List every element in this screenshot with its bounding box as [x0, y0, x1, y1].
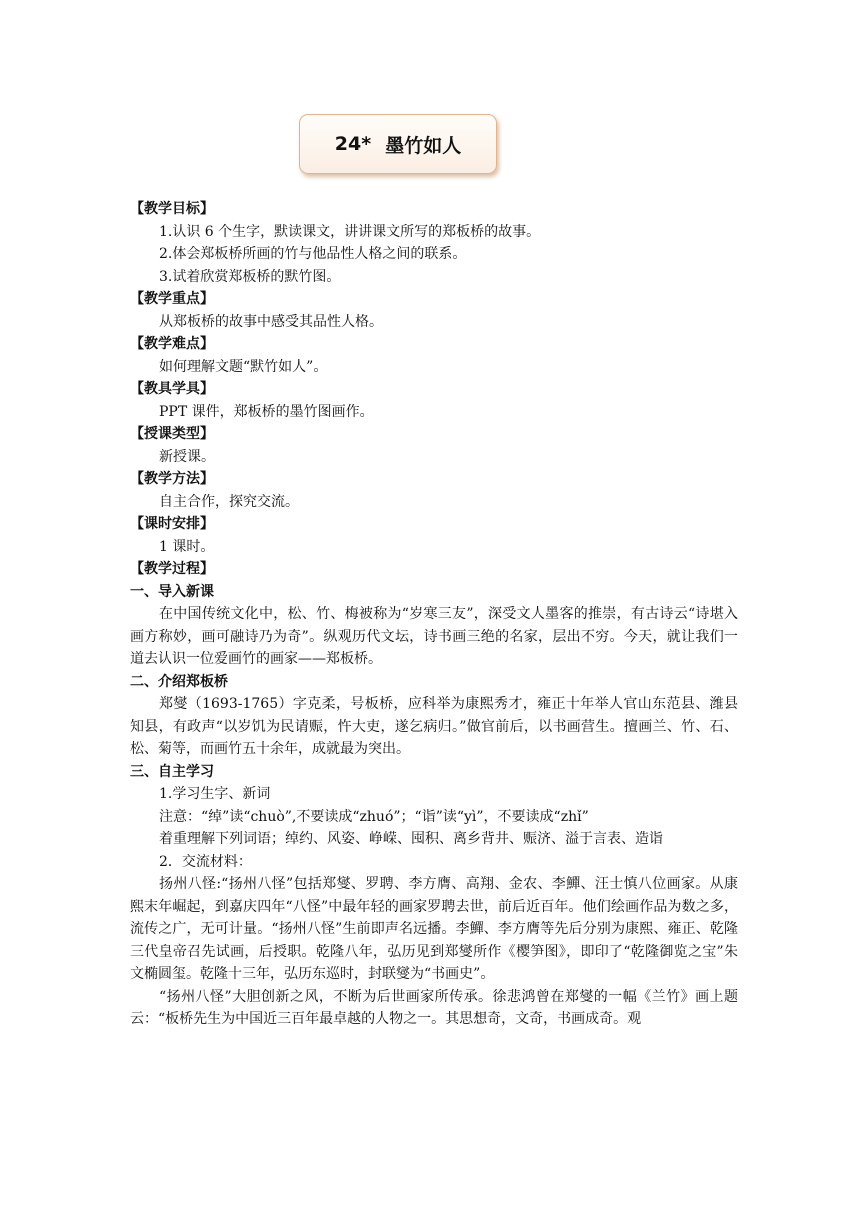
goals-heading: 【教学目标】: [130, 201, 214, 217]
lesson-number: 24*: [334, 133, 372, 155]
section-paragraph: 扬州八怪:“扬州八怪”包括郑燮、罗聘、李方膺、高翔、金农、李鱓、汪士慎八位画家。从康熙末年崛起，到嘉庆四年“八怪”中最年轻的画家罗聘去世，前后近百年。他们绘画作品为数之多，流传之广，无可计量。“扬州八怪”生前即声名远播。李鱓、李方膺等先后分别为康熙、雍正、乾隆三代皇帝召先试画，后授职。乾隆八年，弘历见到郑燮所作《樱笋图》，即印了“乾隆御览之宝”朱文椭圆玺。乾隆十三年，弘历东巡时，封联燮为“书画史”。: [130, 876, 738, 982]
goal-item: 1.认识 6 个生字，默读课文，讲讲课文所写的郑板桥的故事。: [159, 223, 541, 240]
section-paragraph: “扬州八怪”大胆创新之风，不断为后世画家所传承。徐悲鸿曾在郑燮的一幅《兰竹》画上题云：“板桥先生为中国近三百年最卓越的人物之一。其思想奇，文奇，书画成奇。观: [130, 988, 738, 1027]
method-text: 自主合作，探究交流。: [159, 493, 299, 510]
process-heading: 【教学过程】: [130, 561, 214, 577]
materials-heading: 【教具学具】: [130, 381, 214, 397]
lesson-plan-body: [130, 198, 738, 1031]
key-points-heading: 【教学重点】: [130, 291, 214, 307]
section-heading: 三、自主学习: [130, 763, 214, 780]
study-item: 2．交流材料：: [159, 853, 252, 870]
vocabulary-list: 着重理解下列词语；绰约、风姿、峥嵘、囤积、离乡背井、赈济、溢于言表、造诣: [159, 831, 663, 847]
goal-item: 3.试着欣赏郑板桥的默竹图。: [159, 268, 341, 285]
section-paragraph: 郑燮（1693-1765）字克柔，号板桥，应科举为康熙秀才，雍正十年举人官山东范县、潍县知县，有政声“以岁饥为民请赈，忤大吏，遂乞病归。”做官前后，以书画营生。擅画兰、竹、石、松、菊等，而画竹五十余年，成就最为突出。: [130, 696, 738, 757]
section-heading: 二、介绍郑板桥: [130, 673, 228, 690]
method-heading: 【教学方法】: [130, 471, 214, 487]
difficulty-heading: 【教学难点】: [130, 336, 214, 352]
lesson-title-box: [299, 114, 497, 174]
section-heading: 一、导入新课: [130, 583, 214, 600]
schedule-heading: 【课时安排】: [130, 516, 214, 532]
lesson-title: 墨竹如人: [385, 134, 462, 157]
pronunciation-note: 注意：“绰”读“chuò”,不要读成“zhuó”；“诣”读“yì”，不要读成“zhǐ”: [159, 808, 589, 825]
materials-text: PPT 课件，郑板桥的墨竹图画作。: [159, 403, 374, 420]
section-paragraph: 在中国传统文化中，松、竹、梅被称为“岁寒三友”，深受文人墨客的推崇，有古诗云“诗堪入画方称妙，画可融诗乃为奇”。纵观历代文坛，诗书画三绝的名家，层出不穷。今天，就让我们一道去认识一位爱画竹的画家——郑板桥。: [130, 606, 738, 667]
study-item: 1.学习生字、新词: [159, 786, 271, 802]
difficulty-text: 如何理解文题“默竹如人”。: [159, 358, 328, 375]
lesson-type-heading: 【授课类型】: [130, 426, 214, 442]
lesson-type-text: 新授课。: [159, 448, 215, 465]
schedule-text: 1 课时。: [159, 538, 215, 555]
goal-item: 2.体会郑板桥所画的竹与他品性人格之间的联系。: [159, 246, 467, 262]
key-points-text: 从郑板桥的故事中感受其品性人格。: [159, 313, 383, 330]
